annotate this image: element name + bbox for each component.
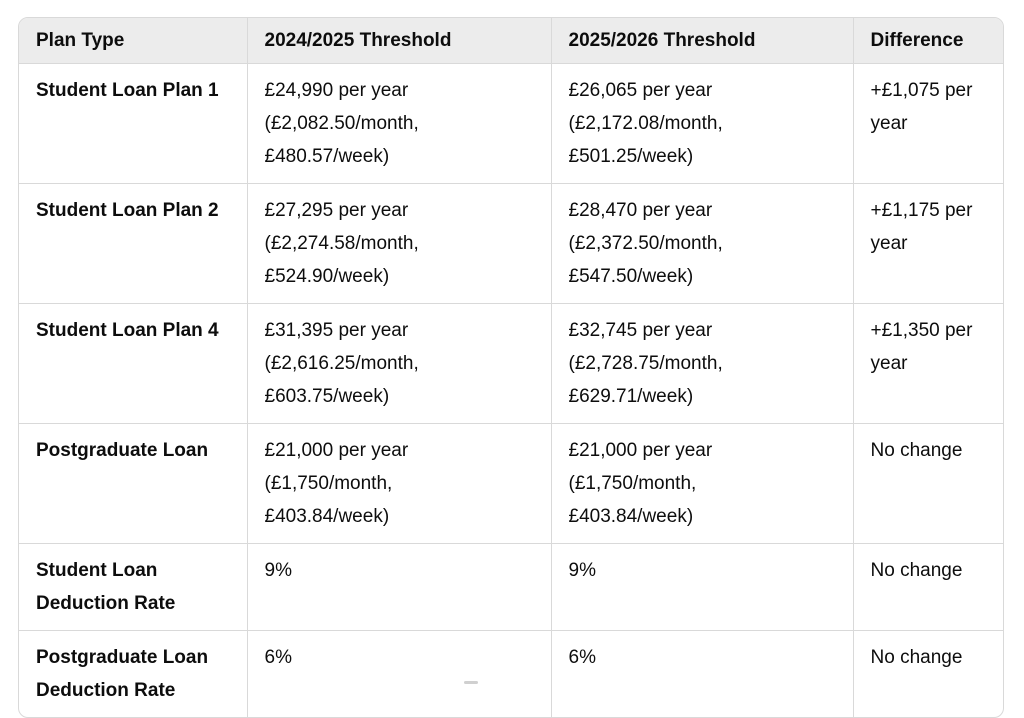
table-row bbox=[19, 424, 1003, 544]
monthly-threshold: (£2,728.75/month, bbox=[568, 353, 723, 374]
monthly-threshold: (£1,750/month, bbox=[264, 473, 393, 494]
difference-text: year bbox=[870, 233, 908, 254]
plan-type-cell bbox=[19, 544, 247, 631]
plan-name: Deduction Rate bbox=[36, 593, 176, 614]
header-2025-2026-threshold: 2025/2026 Threshold bbox=[551, 18, 853, 64]
plan-name: Postgraduate Loan bbox=[36, 647, 209, 668]
monthly-threshold: (£2,616.25/month, bbox=[264, 353, 419, 374]
difference-cell bbox=[853, 544, 1003, 631]
threshold-2024-cell bbox=[247, 64, 551, 184]
difference-cell bbox=[853, 424, 1003, 544]
annual-threshold: £27,295 per year bbox=[264, 200, 409, 221]
threshold-2024-cell bbox=[247, 631, 551, 718]
plan-type-cell bbox=[19, 424, 247, 544]
table-row bbox=[19, 304, 1003, 424]
table-row bbox=[19, 544, 1003, 631]
threshold-2024-cell bbox=[247, 424, 551, 544]
threshold-2025-cell bbox=[551, 544, 853, 631]
threshold-2024-cell bbox=[247, 544, 551, 631]
weekly-threshold: £524.90/week) bbox=[264, 266, 390, 287]
weekly-threshold: £629.71/week) bbox=[568, 386, 694, 407]
weekly-threshold: £547.50/week) bbox=[568, 266, 694, 287]
plan-type-cell bbox=[19, 631, 247, 718]
threshold-2025-cell bbox=[551, 424, 853, 544]
plan-name: Student Loan Plan 2 bbox=[36, 200, 219, 221]
difference-cell bbox=[853, 184, 1003, 304]
difference-cell bbox=[853, 631, 1003, 718]
threshold-2025-cell bbox=[551, 631, 853, 718]
deduction-rate: 6% bbox=[568, 647, 596, 668]
table-row bbox=[19, 631, 1003, 718]
threshold-2025-cell bbox=[551, 64, 853, 184]
plan-type-cell bbox=[19, 184, 247, 304]
difference-text: +£1,075 per bbox=[870, 80, 973, 101]
weekly-threshold: £480.57/week) bbox=[264, 146, 390, 167]
weekly-threshold: £403.84/week) bbox=[568, 506, 694, 527]
difference-text: No change bbox=[870, 560, 963, 581]
threshold-2025-cell bbox=[551, 184, 853, 304]
plan-type-cell bbox=[19, 64, 247, 184]
threshold-table-container bbox=[18, 17, 1004, 718]
deduction-rate: 6% bbox=[264, 647, 292, 668]
difference-text: +£1,175 per bbox=[870, 200, 973, 221]
scroll-indicator[interactable] bbox=[464, 681, 478, 684]
threshold-2024-cell bbox=[247, 304, 551, 424]
annual-threshold: £21,000 per year bbox=[264, 440, 409, 461]
header-difference: Difference bbox=[853, 18, 1003, 64]
difference-cell bbox=[853, 304, 1003, 424]
plan-name: Student Loan Plan 1 bbox=[36, 80, 219, 101]
plan-name: Student Loan bbox=[36, 560, 158, 581]
monthly-threshold: (£2,372.50/month, bbox=[568, 233, 723, 254]
plan-name: Deduction Rate bbox=[36, 680, 176, 701]
difference-text: year bbox=[870, 353, 908, 374]
threshold-2024-cell bbox=[247, 184, 551, 304]
threshold-table bbox=[19, 18, 1003, 717]
monthly-threshold: (£2,172.08/month, bbox=[568, 113, 723, 134]
header-plan-type: Plan Type bbox=[19, 18, 247, 64]
annual-threshold: £26,065 per year bbox=[568, 80, 713, 101]
difference-text: No change bbox=[870, 440, 963, 461]
difference-text: year bbox=[870, 113, 908, 134]
deduction-rate: 9% bbox=[264, 560, 292, 581]
monthly-threshold: (£2,082.50/month, bbox=[264, 113, 419, 134]
difference-text: No change bbox=[870, 647, 963, 668]
difference-cell bbox=[853, 64, 1003, 184]
weekly-threshold: £501.25/week) bbox=[568, 146, 694, 167]
annual-threshold: £32,745 per year bbox=[568, 320, 713, 341]
difference-text: +£1,350 per bbox=[870, 320, 973, 341]
table-row bbox=[19, 64, 1003, 184]
annual-threshold: £24,990 per year bbox=[264, 80, 409, 101]
header-2024-2025-threshold: 2024/2025 Threshold bbox=[247, 18, 551, 64]
deduction-rate: 9% bbox=[568, 560, 596, 581]
table-row bbox=[19, 184, 1003, 304]
annual-threshold: £31,395 per year bbox=[264, 320, 409, 341]
monthly-threshold: (£1,750/month, bbox=[568, 473, 697, 494]
weekly-threshold: £403.84/week) bbox=[264, 506, 390, 527]
plan-name: Postgraduate Loan bbox=[36, 440, 209, 461]
annual-threshold: £28,470 per year bbox=[568, 200, 713, 221]
plan-name: Student Loan Plan 4 bbox=[36, 320, 219, 341]
table-header-row bbox=[19, 18, 1003, 64]
annual-threshold: £21,000 per year bbox=[568, 440, 713, 461]
threshold-2025-cell bbox=[551, 304, 853, 424]
weekly-threshold: £603.75/week) bbox=[264, 386, 390, 407]
plan-type-cell bbox=[19, 304, 247, 424]
monthly-threshold: (£2,274.58/month, bbox=[264, 233, 419, 254]
